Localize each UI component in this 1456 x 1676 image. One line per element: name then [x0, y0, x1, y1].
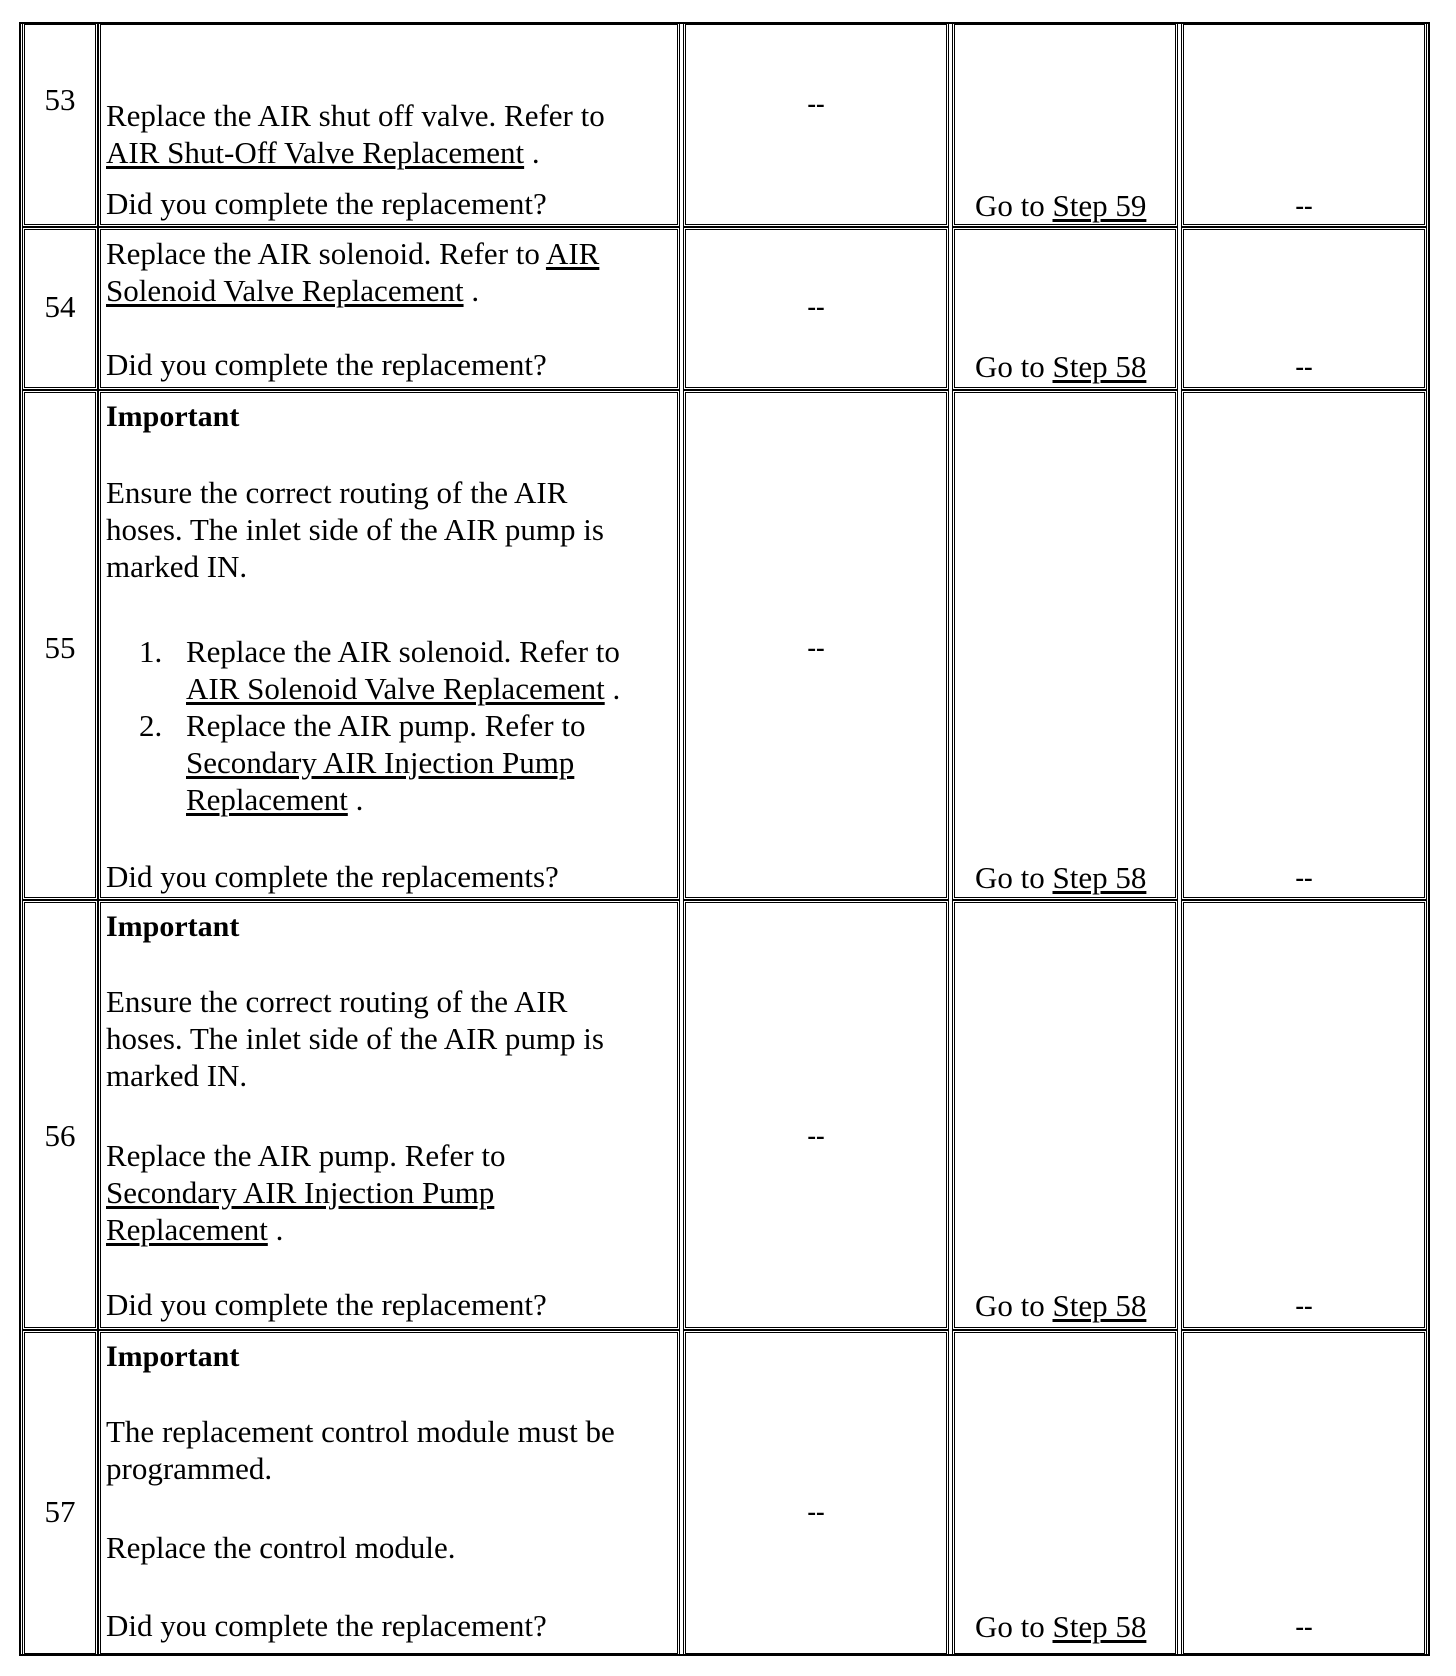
value-cell	[683, 1330, 949, 1656]
step-number: 57	[44, 1494, 76, 1529]
action-cell: Replace the AIR solenoid. Refer to AIR Solenoid Valve Replacement . Did you complete the replacement?	[98, 227, 680, 390]
value-text: --	[807, 633, 825, 662]
value-text: --	[807, 1497, 825, 1526]
table-row-54	[0, 227, 1456, 390]
link-secondary-air-injection-pump-replacement-cont[interactable]: Replacement	[186, 782, 348, 817]
table-row-57	[0, 1330, 1456, 1656]
step-number: 53	[44, 82, 76, 117]
yes-cell: Go to Step 59	[952, 22, 1178, 227]
link-step-58[interactable]: Step 58	[1052, 1288, 1147, 1323]
value-cell	[683, 22, 949, 227]
link-air-solenoid-valve-replacement[interactable]: AIR	[545, 236, 600, 271]
action-cell: Replace the AIR shut off valve. Refer to AIR Shut-Off Valve Replacement . Did you complete the replacement?	[98, 22, 680, 227]
value-text: --	[807, 1121, 825, 1150]
no-cell	[1181, 1330, 1427, 1656]
action-cell	[98, 1330, 680, 1656]
step-number: 55	[44, 630, 76, 665]
table-row-53	[0, 22, 1456, 227]
step-cell	[22, 227, 98, 390]
note-text: hoses. The inlet side of the AIR pump is	[106, 512, 604, 547]
no-text: --	[1295, 352, 1313, 381]
no-text: --	[1295, 1612, 1313, 1641]
list-item-number: 2.	[139, 708, 163, 743]
step-number: 56	[44, 1118, 76, 1153]
yes-cell: Go to Step 58	[952, 390, 1178, 900]
link-air-shutoff-valve-replacement[interactable]: AIR Shut-Off Valve Replacement	[106, 135, 525, 170]
value-cell	[683, 900, 949, 1330]
question-text: Did you complete the replacements?	[106, 859, 559, 894]
step-cell	[22, 1330, 98, 1656]
action-cell: Important Ensure the correct routing of the AIR hoses. The inlet side of the AIR pump is marked IN. Replace the AIR pump. Refer to Secondary AIR Injection Pump Replacement . Did you complete the replacement?	[98, 900, 680, 1330]
no-cell	[1181, 22, 1427, 227]
link-secondary-air-injection-pump-replacement[interactable]: Secondary AIR Injection Pump	[186, 745, 575, 780]
list-item-number: 1.	[139, 634, 163, 669]
step-number: 54	[44, 289, 76, 324]
value-cell	[683, 390, 949, 900]
step-cell	[22, 22, 98, 227]
question-text: Did you complete the replacement?	[106, 186, 547, 221]
step-cell	[22, 390, 98, 900]
question-text: Did you complete the replacement?	[106, 347, 547, 382]
value-text: --	[807, 89, 825, 118]
note-text: Ensure the correct routing of the AIR	[106, 475, 568, 510]
link-air-solenoid-valve-replacement[interactable]: AIR Solenoid Valve Replacement	[186, 671, 605, 706]
yes-cell: Go to Step 58	[952, 900, 1178, 1330]
step-cell	[22, 900, 98, 1330]
important-heading: Important	[106, 1340, 240, 1373]
link-step-58[interactable]: Step 58	[1052, 860, 1147, 895]
note-text: Ensure the correct routing of the AIR	[106, 984, 568, 1019]
no-text: --	[1295, 191, 1313, 220]
question-text: Did you complete the replacement?	[106, 1287, 547, 1322]
note-text: marked IN.	[106, 549, 248, 584]
important-heading: Important	[106, 910, 240, 943]
no-cell	[1181, 227, 1427, 390]
note-text: programmed.	[106, 1451, 273, 1486]
note-text: The replacement control module must be	[106, 1414, 615, 1449]
no-cell	[1181, 390, 1427, 900]
link-step-58[interactable]: Step 58	[1052, 1609, 1147, 1644]
list-item: Replace the AIR pump. Refer to	[186, 708, 586, 743]
action-cell: Important Ensure the correct routing of the AIR hoses. The inlet side of the AIR pump is marked IN. 1. Replace the AIR solenoid. Refer to AIR Solenoid Valve Replacement . 2. Replace the AIR pump. Refer to Secondary AIR Injection Pump Replacement . Did you complete the replacements?	[98, 390, 680, 900]
action-text: Replace the AIR pump. Refer to	[106, 1138, 506, 1173]
question-text: Did you complete the replacement?	[106, 1608, 547, 1643]
note-text: marked IN.	[106, 1058, 248, 1093]
link-step-58[interactable]: Step 58	[1052, 349, 1147, 384]
no-cell	[1181, 900, 1427, 1330]
table-row-55	[0, 390, 1456, 900]
list-item: Replace the AIR solenoid. Refer to	[186, 634, 620, 669]
action-text: Replace the AIR shut off valve. Refer to	[106, 98, 605, 133]
value-cell	[683, 227, 949, 390]
value-text: --	[807, 292, 825, 321]
no-text: --	[1295, 863, 1313, 892]
no-text: --	[1295, 1291, 1313, 1320]
note-text: hoses. The inlet side of the AIR pump is	[106, 1021, 604, 1056]
link-step-59[interactable]: Step 59	[1052, 188, 1147, 223]
yes-cell: Go to Step 58	[952, 1330, 1178, 1656]
important-heading: Important	[106, 400, 240, 433]
action-text: Replace the control module.	[106, 1530, 456, 1565]
yes-cell: Go to Step 58	[952, 227, 1178, 390]
link-air-solenoid-valve-replacement-cont[interactable]: Solenoid Valve Replacement	[106, 273, 464, 308]
link-secondary-air-injection-pump-replacement-cont[interactable]: Replacement	[106, 1212, 268, 1247]
table-row-56	[0, 900, 1456, 1330]
link-secondary-air-injection-pump-replacement[interactable]: Secondary AIR Injection Pump	[106, 1175, 495, 1210]
